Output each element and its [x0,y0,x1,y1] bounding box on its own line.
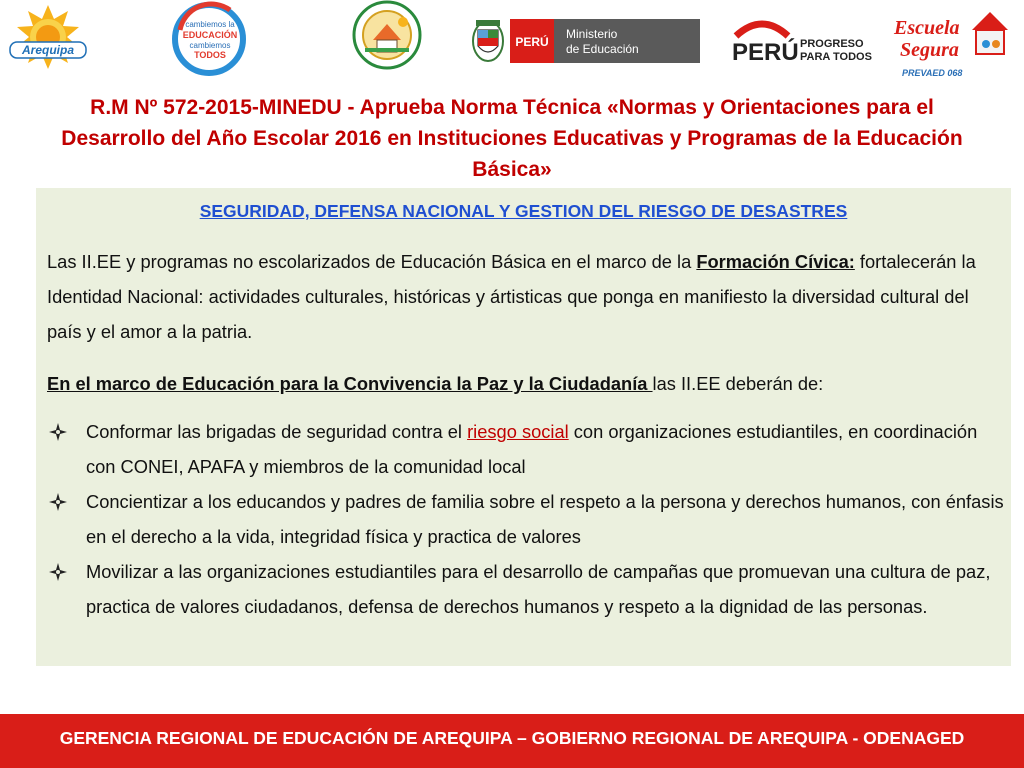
diamond-bullet-icon [49,423,67,441]
ministerio-educacion-logo [470,16,700,66]
progreso-text-2: PARA TODOS [800,51,872,63]
escuela-text-3: PREVAED 068 [902,68,963,78]
arequipa-sun-logo [8,4,88,70]
p1-text-a: Las II.EE y programas no escolarizados de Educación Básica en el marco de la [47,251,697,272]
footer-bar [0,714,1024,768]
p2-text: las II.EE deberán de: [652,373,824,394]
p1-text-b: fortalecerán la Identidad Nacional: actividades culturales, históricas y ártisticas que ponga en manifiesto la diversidad cultural del país y el amor a la patria. [47,251,976,342]
content-panel [36,188,1011,666]
riesgo-social-highlight: riesgo social [467,421,569,442]
escuela-text-1: Escuela [894,17,960,39]
campaign-text-1: cambiemos la [185,20,235,29]
escuela-segura-logo [890,4,1010,84]
list-item [47,414,1005,484]
convivencia-paragraph [47,366,997,401]
bullet-1-text-b: con organizaciones estudiantiles, en coordinación con CONEI, APAFA y miembros de la comunidad local [86,421,978,477]
peru-progreso-logo [730,14,872,66]
peru-label: PERÚ [515,35,549,49]
campaign-text-2: EDUCACIÓN [182,30,238,40]
campaign-text-4: TODOS [194,50,226,60]
diamond-bullet-icon [49,563,67,581]
ministry-text-2: de Educación [566,42,639,56]
footer-text: GERENCIA REGIONAL DE EDUCACIÓN DE AREQUIPA – GOBIERNO REGIONAL DE AREQUIPA - ODENAGED [59,728,965,748]
campaign-circle-logo [170,0,248,78]
bullet-list [47,414,1005,624]
slide-title: R.M Nº 572-2015-MINEDU - Aprueba Norma Técnica «Normas y Orientaciones para el Desarrollo del Año Escolar 2016 en Instituciones Educativas y Programas de la Educación Básica» [61,96,963,181]
campaign-text-3: cambiemos [189,41,231,50]
list-item [47,484,1005,554]
header-logo-bar [0,0,1024,84]
civic-formation-paragraph [47,244,997,349]
peru-coat-of-arms-icon [473,20,503,61]
list-item [47,554,1005,624]
diamond-bullet-icon [49,493,67,511]
p2-bold-term: En el marco de Educación para la Convivencia la Paz y la Ciudadanía [47,373,653,394]
progreso-text-1: PROGRESO [800,38,864,50]
arequipa-logo-text: Arequipa [21,43,75,57]
p1-bold-term: Formación Cívica: [696,251,855,272]
bullet-1-text-a: Conformar las brigadas de seguridad contra el [86,421,468,442]
bullet-2-text: Concientizar a los educandos y padres de familia sobre el respeto a la persona y derechos humanos, con énfasis en el derecho a la vida, integridad física y practica de valores [86,491,1004,547]
panel-heading: SEGURIDAD, DEFENSA NACIONAL Y GESTION DEL RIESGO DE DESASTRES [199,201,848,221]
progreso-peru-text: PERÚ [732,39,799,66]
ministry-text-1: Ministerio [566,27,618,41]
escuela-text-2: Segura [900,39,959,61]
bullet-3-text: Movilizar a las organizaciones estudiantiles para el desarrollo de campañas que promuevan una cultura de paz, practica de valores ciudadanos, defensa de derechos humanos y respeto a la dignidad de las personas. [86,561,991,617]
school-seal-logo [345,0,429,70]
